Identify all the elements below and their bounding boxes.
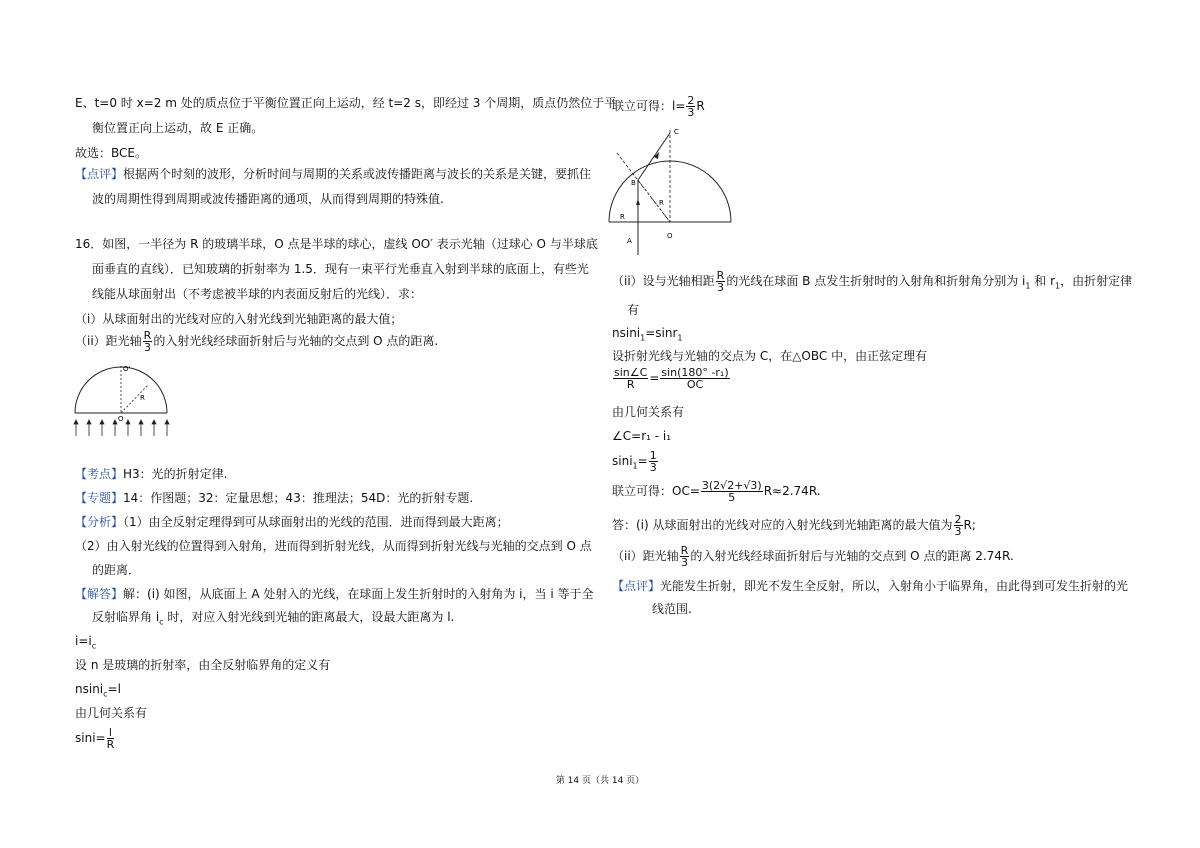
fraction-2-over-3-b: $\frac{2}{3}$ bbox=[954, 513, 962, 538]
label-b: B bbox=[631, 179, 636, 187]
answer-line2: （ii）距光轴 $\frac{R}{3}$ 的入射光线经球面折射后与光轴的交点到 O 点的距离 2.74R. bbox=[612, 544, 1014, 569]
jieda-line2: 反射临界角 $i_c$ 时，对应入射光线到光轴的距离最大，设最大距离为 l. bbox=[92, 610, 455, 627]
zhuanti-line: 【专题】14：作图题；32：定量思想；43：推理法；54D：光的折射专题. bbox=[75, 491, 474, 505]
fraction-sinc-over-r: $\frac{\sin\angle C}{R}$ bbox=[614, 366, 648, 391]
dianping-line1: 【点评】光能发生折射，即光不发生全反射，所以，入射角小于临界角，由此得到可发生折射的光 bbox=[612, 579, 1129, 593]
label-r-2: R bbox=[659, 199, 664, 207]
question-line1: 16．如图，一半径为 R 的玻璃半球，O 点是半球的球心，虚线 OO′ 表示光轴（过球心 O 与半球底 bbox=[75, 237, 598, 251]
equation-sini1: sini$_1$= $\frac{1}{3}$ bbox=[612, 449, 657, 474]
fraction-sin-over-oc: $\frac{\text{sin(180° -r₁)}}{OC}$ bbox=[661, 366, 729, 391]
refracted-ray bbox=[638, 133, 670, 180]
equation-sine-law: $\frac{\sin\angle C}{R}$ = $\frac{\text{sin(180° -r₁)}}{OC}$ bbox=[614, 366, 729, 391]
jieda-label: 【解答】 bbox=[75, 587, 124, 601]
label-c: C bbox=[674, 128, 679, 136]
label-r: R bbox=[140, 394, 145, 402]
part-ii-line2: 有 bbox=[627, 303, 640, 317]
fenxi-label: 【分析】 bbox=[75, 515, 124, 529]
equation-sini: sini= $\frac{l}{R}$ bbox=[75, 726, 115, 751]
equation-oc: 联立可得：OC= $\frac{3(2√2+√3)}{5}$ R≈2.74R. bbox=[612, 479, 821, 504]
question-line2: 面垂直的直线）．已知玻璃的折射率为 1.5．现有一束平行光垂直入射到半球的底面上，有些光 bbox=[92, 262, 589, 276]
kaodian-line: 【考点】H3：光的折射定律. bbox=[75, 467, 228, 481]
comment-line1 bbox=[75, 166, 591, 182]
comment-text1: 根据两个时刻的波形，分析时间与周期的关系或波传播距离与波长的关系是关键，要抓住 bbox=[123, 167, 592, 181]
fenxi-line2: （2）由入射光线的位置得到入射角，进而得到折射光线，从而得到折射光线与光轴的交点到 O 点 bbox=[75, 539, 592, 553]
fraction-r-over-3: $\frac{R}{3}$ bbox=[143, 329, 152, 354]
jieda-line3: 设 n 是玻璃的折射率，由全反射临界角的定义有 bbox=[75, 658, 331, 672]
label-r-left: R bbox=[620, 213, 625, 221]
option-e-line1: E、t=0 时 x=2 m 处的质点位于平衡位置正向上运动，经 t=2 s，即经过 3 个周期，质点仍然位于平 bbox=[75, 96, 617, 110]
equation-i-ic: $i=i_c$ bbox=[75, 634, 97, 651]
fenxi-line3: 的距离． bbox=[92, 563, 141, 577]
hemisphere-figure bbox=[68, 362, 178, 438]
result-l: 联立可得：l= $\frac{2}{3}$ R bbox=[612, 94, 705, 119]
fraction-r-over-3-b: $\frac{R}{3}$ bbox=[716, 269, 725, 294]
page-footer: 第 14 页（共 14 页） bbox=[555, 776, 645, 786]
answer-choice: 故选：BCE。 bbox=[75, 146, 147, 160]
question-line3: 线能从球面射出（不考虑被半球的内表面反射后的光线）．求： bbox=[92, 287, 423, 301]
fraction-r-over-3-c: $\frac{R}{3}$ bbox=[680, 544, 689, 569]
comment-line2: 波的周期性得到周期或波传播距离的通项，从而得到周期的特殊值. bbox=[92, 192, 444, 206]
jieda-line4: 由几何关系有 bbox=[75, 706, 148, 720]
dianping-line2: 线范围. bbox=[652, 602, 692, 616]
dianping-label: 【点评】 bbox=[612, 579, 661, 593]
label-o-prime: O' bbox=[123, 365, 131, 373]
fraction-2-over-3: $\frac{2}{3}$ bbox=[687, 94, 695, 119]
kaodian-label: 【考点】 bbox=[75, 467, 124, 481]
question-part-ii: （ii）距光轴 $\frac{R}{3}$ 的入射光线经球面折射后与光轴的交点到 O 点的距离. bbox=[75, 329, 439, 354]
label-a: A bbox=[627, 237, 632, 245]
answer-line1: 答：(i) 从球面射出的光线对应的入射光线到光轴距离的最大值为 $\frac{2}{3}$ R; bbox=[612, 513, 976, 538]
fenxi-line1: 【分析】（1）由全反射定理得到可从球面射出的光线的范围．进而得到最大距离； bbox=[75, 515, 509, 529]
zhuanti-label: 【专题】 bbox=[75, 491, 124, 505]
comment-label: 【点评】 bbox=[75, 167, 124, 181]
fraction-1-over-3: $\frac{1}{3}$ bbox=[649, 449, 657, 474]
geometry-intro-2: 由几何关系有 bbox=[612, 405, 685, 419]
equation-nsinic: nsini$_c$=l bbox=[75, 682, 121, 699]
fraction-l-over-r: $\frac{l}{R}$ bbox=[106, 726, 115, 751]
jieda-line1: 【解答】解：(i) 如图，从底面上 A 处射入的光线，在球面上发生折射时的入射角为 i，当 i 等于全 bbox=[75, 587, 594, 601]
incident-arrow bbox=[636, 199, 640, 205]
label-o-2: O bbox=[667, 232, 673, 240]
label-o: O bbox=[118, 415, 124, 423]
equation-snell: nsini$_1$=sinr$_1$ bbox=[612, 326, 683, 343]
question-part-i: （i）从球面射出的光线对应的入射光线到光轴距离的最大值； bbox=[75, 312, 403, 326]
equation-angle-c: ∠C=r₁ - i₁ bbox=[612, 429, 672, 443]
fraction-oc: $\frac{3(2√2+√3)}{5}$ bbox=[701, 479, 762, 504]
option-e-line2: 衡位置正向上运动，故 E 正确。 bbox=[92, 121, 264, 135]
sine-law-intro: 设折射光线与光轴的交点为 C，在△OBC 中，由正弦定理有 bbox=[612, 349, 928, 363]
refraction-figure bbox=[603, 125, 743, 260]
part-ii-line1: （ii）设与光轴相距 $\frac{R}{3}$ 的光线在球面 B 点发生折射时的入射角和折射角分别为 $i_1$ 和 $r_1$，由折射定律 bbox=[612, 269, 1133, 294]
